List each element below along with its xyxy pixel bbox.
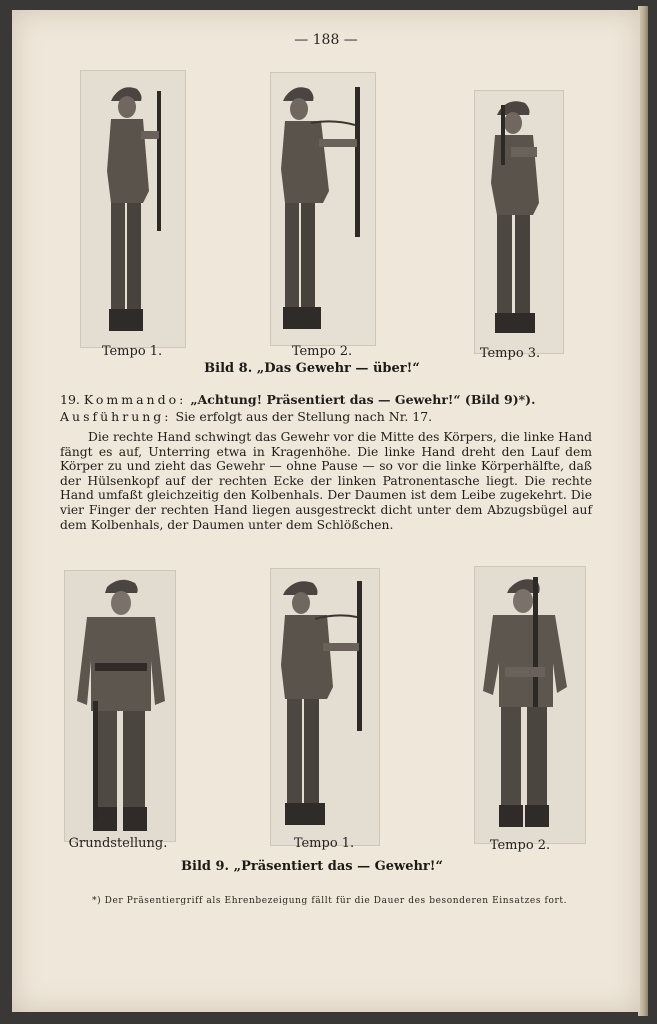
photo-fig8-tempo2 bbox=[270, 72, 376, 346]
photo-fig8-tempo3 bbox=[474, 90, 564, 354]
photo-fig9-tempo2 bbox=[474, 566, 586, 844]
fig9-caption-tempo2: Tempo 2. bbox=[489, 838, 551, 853]
page-number: — 188 — bbox=[294, 32, 358, 48]
book-page bbox=[12, 10, 640, 1012]
kommando-line bbox=[60, 392, 596, 407]
section19-body: Die rechte Hand schwingt das Gewehr vor die Mitte des Körpers, die linke Hand fängt es auf, Unterring etwa in Kragenhöhe. Die linke Hand dreht den Lauf dem Körper zu und zieht das Gewehr — ohne Pause — so vor die linke Körperhälfte, daß der Hülsenkopf auf der rechten Ecke der linken Patronentasche liegt. Die rechte Hand umfaßt gleichzeitig den Kolbenhals. Der Daumen ist dem Leibe zugekehrt. Die vier Finger der rechten Hand liegen ausgestreckt dicht unter dem Abzugsbügel auf dem Kolbenhals, der Daumen unter dem Schlößchen. bbox=[60, 430, 592, 532]
photo-fig9-tempo1 bbox=[270, 568, 380, 846]
photo-fig8-tempo1 bbox=[80, 70, 186, 348]
fig8-title: Bild 8. „Das Gewehr — über!“ bbox=[204, 361, 420, 376]
fig8-caption-tempo2: Tempo 2. bbox=[291, 344, 353, 359]
photo-fig9-grundstellung bbox=[64, 570, 176, 842]
fig9-title: Bild 9. „Präsentiert das — Gewehr!“ bbox=[181, 859, 443, 874]
ausfuehrung-label: Ausführung: bbox=[60, 409, 172, 424]
fig8-caption-tempo3: Tempo 3. bbox=[479, 346, 541, 361]
kommando-text: „Achtung! Präsentiert das — Gewehr!“ (Bild 9)*). bbox=[190, 392, 536, 407]
ausfuehrung-line bbox=[60, 409, 596, 424]
kommando-number: 19. bbox=[60, 392, 80, 407]
fig8-caption-tempo1: Tempo 1. bbox=[101, 344, 163, 359]
fig9-caption-tempo1: Tempo 1. bbox=[293, 836, 355, 851]
fig9-caption-grundstellung: Grundstellung. bbox=[68, 836, 168, 851]
ausfuehrung-text: Sie erfolgt aus der Stellung nach Nr. 17. bbox=[175, 409, 433, 424]
footnote: *) Der Präsentiergriff als Ehrenbezeigung fällt für die Dauer des besonderen Einsatzes fort. bbox=[92, 896, 568, 906]
kommando-label: Kommando: bbox=[83, 392, 187, 407]
